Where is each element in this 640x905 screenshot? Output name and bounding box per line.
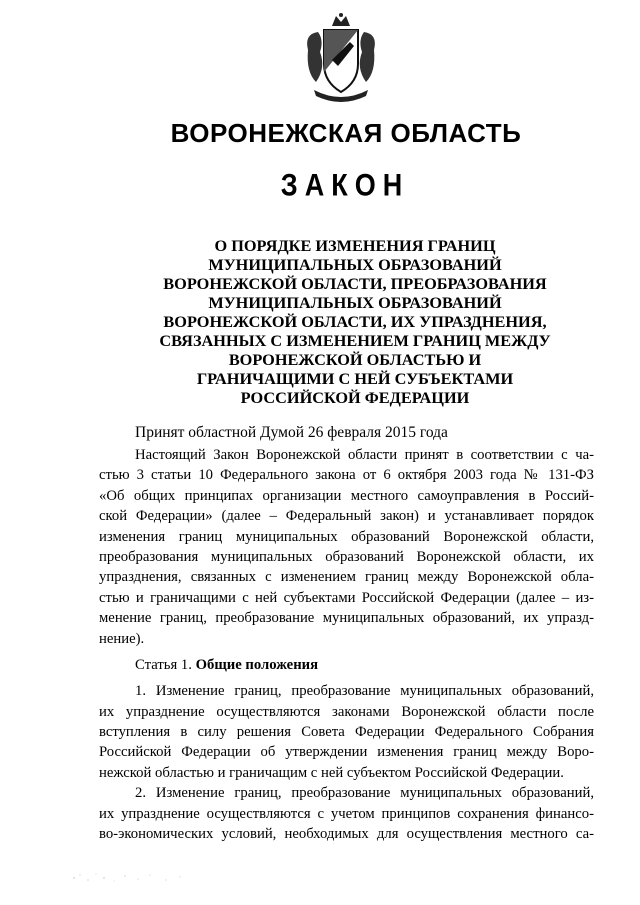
- preamble-line: преобразования муниципальных образований Воронежской области, их: [99, 548, 594, 565]
- adoption-date: Принят областной Думой 26 февраля 2015 года: [135, 424, 448, 441]
- paragraph-line: их упразднение осуществляются законами Воронежской области после: [99, 703, 594, 720]
- region-heading: ВОРОНЕЖСКАЯ ОБЛАСТЬ: [170, 118, 522, 148]
- preamble-line: стью 3 статьи 10 Федерального закона от 6 октября 2003 года № 131-ФЗ: [99, 467, 594, 484]
- preamble-line: ской Федерации» (далее – Федеральный закон) и устанавливает порядок: [99, 508, 594, 525]
- paragraph-line: нежской областью и граничащим с ней субъектом Российской Федерации.: [99, 764, 564, 781]
- preamble-line: изменения границ муниципальных образований Воронежской области,: [99, 528, 594, 545]
- paragraph-2: [99, 783, 594, 844]
- preamble-line: нение).: [99, 630, 145, 647]
- preamble-line: стью и граничащими с ней субъектами Российской Федерации (далее – из-: [99, 589, 594, 606]
- law-title: [120, 236, 590, 407]
- title-line: СВЯЗАННЫХ С ИЗМЕНЕНИЕМ ГРАНИЦ МЕЖДУ: [159, 331, 551, 350]
- scan-noise: [70, 866, 190, 886]
- article-heading: [99, 655, 594, 675]
- preamble-line: Настоящий Закон Воронежской области принят в соответствии с ча-: [135, 447, 594, 463]
- title-line: РОССИЙСКОЙ ФЕДЕРАЦИИ: [240, 388, 470, 407]
- paragraph-line: вступления в силу решения Совета Федерации Федерального Собрания: [99, 724, 594, 741]
- paragraph-line: Российской Федерации об утверждении изменения границ между Воро-: [99, 744, 594, 761]
- voronezh-coat-of-arms-icon: [300, 12, 382, 104]
- title-line: ВОРОНЕЖСКОЙ ОБЛАСТЬЮ И: [228, 350, 482, 369]
- preamble-line: менение границ, преобразование муниципальных образований, их упразд-: [99, 610, 594, 627]
- article-prefix: Статья 1.: [135, 656, 192, 673]
- article-title: Общие положения: [195, 656, 319, 673]
- title-line: ВОРОНЕЖСКОЙ ОБЛАСТИ, ПРЕОБРАЗОВАНИЯ: [163, 274, 547, 293]
- document-type-heading: ЗАКОН: [280, 168, 410, 203]
- title-line: ВОРОНЕЖСКОЙ ОБЛАСТИ, ИХ УПРАЗДНЕНИЯ,: [163, 312, 547, 331]
- paragraph-1: [99, 681, 594, 783]
- title-line: ГРАНИЧАЩИМИ С НЕЙ СУБЪЕКТАМИ: [196, 369, 514, 388]
- paragraph-line: во-экономических условий, необходимых для осуществления местного са-: [99, 826, 594, 843]
- preamble: [99, 445, 594, 649]
- preamble-line: упразднения, связанных с изменением границ между Воронежской обла-: [99, 569, 594, 586]
- title-line: О ПОРЯДКЕ ИЗМЕНЕНИЯ ГРАНИЦ: [214, 236, 496, 255]
- paragraph-line: 1. Изменение границ, преобразование муниципальных образований,: [135, 683, 594, 700]
- law-body: [99, 445, 594, 844]
- title-line: МУНИЦИПАЛЬНЫХ ОБРАЗОВАНИЙ: [208, 293, 502, 312]
- title-line: МУНИЦИПАЛЬНЫХ ОБРАЗОВАНИЙ: [208, 255, 502, 274]
- paragraph-line: их упразднение осуществляются с учетом принципов сохранения финансо-: [99, 805, 594, 822]
- paragraph-line: 2. Изменение границ, преобразование муниципальных образований,: [135, 785, 594, 802]
- preamble-line: «Об общих принципах организации местного самоуправления в Россий-: [99, 487, 594, 504]
